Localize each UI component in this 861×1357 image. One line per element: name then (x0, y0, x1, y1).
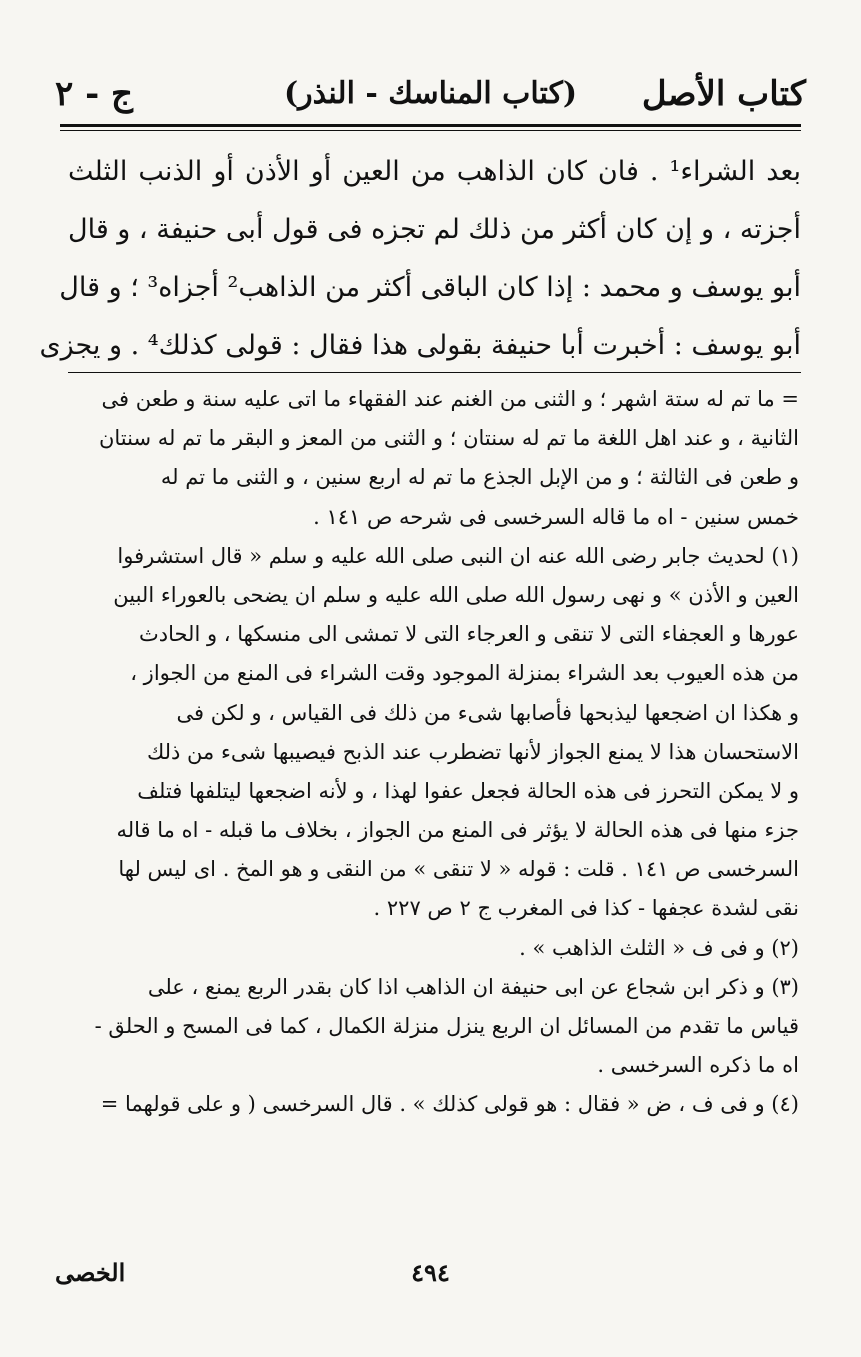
book-title: كتاب الأصل (641, 74, 806, 114)
main-text-line: أبو يوسف و محمد : إذا كان الباقى أكثر من الذاهب² أجزاه³ ؛ و قال (59, 272, 801, 303)
footnote-line: و طعن فى الثالثة ؛ و من الإبل الجذع ما تم له اربع سنين ، و الثنى ما تم له (160, 465, 799, 490)
catchword: الخصى (55, 1258, 126, 1287)
footnote-line: (٢) و فى ف « الثلث الذاهب » . (519, 935, 799, 960)
footnote-separator (68, 372, 801, 373)
page-footer (55, 1258, 806, 1298)
footnote-line: السرخسى ص ١٤١ . قلت : قوله « لا تنقى » من النقى و هو المخ . اى ليس لها (118, 857, 799, 882)
chapter-title: (كتاب المناسك - النذر) (283, 76, 578, 111)
footnote-line: عورها و العجفاء التى لا تنقى و العرجاء التى لا تمشى الى منسكها ، و الحادث (138, 622, 799, 647)
footnote-line: (١) لحديث جابر رضى الله عنه ان النبى صلى الله عليه و سلم « قال استشرفوا (117, 543, 799, 568)
main-text-line: بعد الشراء¹ . فان كان الذاهب من العين أو الأذن أو الذنب الثلث (68, 156, 801, 187)
footnote-line: الثانية ، و عند اهل اللغة ما تم له سنتان ؛ و الثنى من المعز و البقر ما تم له سنتان (98, 426, 799, 451)
footnote-line: = ما تم له ستة اشهر ؛ و الثنى من الغنم عند الفقهاء ما اتى عليه سنة و طعن فى (101, 387, 799, 411)
footnote-line: (٤) و فى ف ، ض « فقال : هو قولى كذلك » . قال السرخسى ( و على قولهما = (100, 1092, 799, 1117)
footnotes (62, 380, 799, 1125)
volume-number: ج - ٢ (55, 74, 133, 114)
footnote-line: خمس سنين - اه ما قاله السرخسى فى شرحه ص ١٤١ . (313, 504, 799, 529)
footnote-line: الاستحسان هذا لا يمنع الجواز لأنها تضطرب عند الذبح فيصيبها شىء من ذلك (146, 739, 799, 764)
header-rule-thin (60, 130, 801, 131)
page-number: ٤٩٤ (411, 1258, 450, 1287)
footnote-line: (٣) و ذكر ابن شجاع عن ابى حنيفة ان الذاهب اذا كان بقدر الربع يمنع ، على (147, 974, 799, 999)
main-text-line: أبو يوسف : أخبرت أبا حنيفة بقولى هذا فقال : قولى كذلك⁴ . و يجزى (39, 330, 801, 361)
footnote-line: قياس ما تقدم من المسائل ان الربع ينزل منزلة الكمال ، كما فى المسح و الحلق - (94, 1014, 799, 1038)
main-text-line: أجزته ، و إن كان أكثر من ذلك لم تجزه فى قول أبى حنيفة ، و قال (67, 214, 801, 245)
footnote-line: و لا يمكن التحرز فى هذه الحالة فجعل عفوا لهذا ، و لأنه اضجعها ليتلفها فتلف (137, 778, 799, 803)
running-header (55, 68, 806, 120)
footnote-line: العين و الأذن » و نهى رسول الله صلى الله عليه و سلم ان يضحى بالعوراء البين (113, 582, 799, 607)
footnote-line: اه ما ذكره السرخسى . (597, 1053, 799, 1078)
footnote-line: من هذه العيوب بعد الشراء بمنزلة الموجود وقت الشراء فى المنع من الجواز ، (130, 661, 799, 686)
footnote-line: و هكذا ان اضجعها ليذبحها فأصابها شىء من ذلك فى القياس ، و لكن فى (176, 700, 799, 725)
footnote-line: جزء منها فى هذه الحالة لا يؤثر فى المنع من الجواز ، بخلاف ما قبله - اه ما قاله (116, 818, 799, 843)
header-rule-thick (60, 124, 801, 127)
main-text (39, 143, 801, 375)
footnote-line: نقى لشدة عجفها - كذا فى المغرب ج ٢ ص ٢٢٧ . (373, 896, 799, 921)
